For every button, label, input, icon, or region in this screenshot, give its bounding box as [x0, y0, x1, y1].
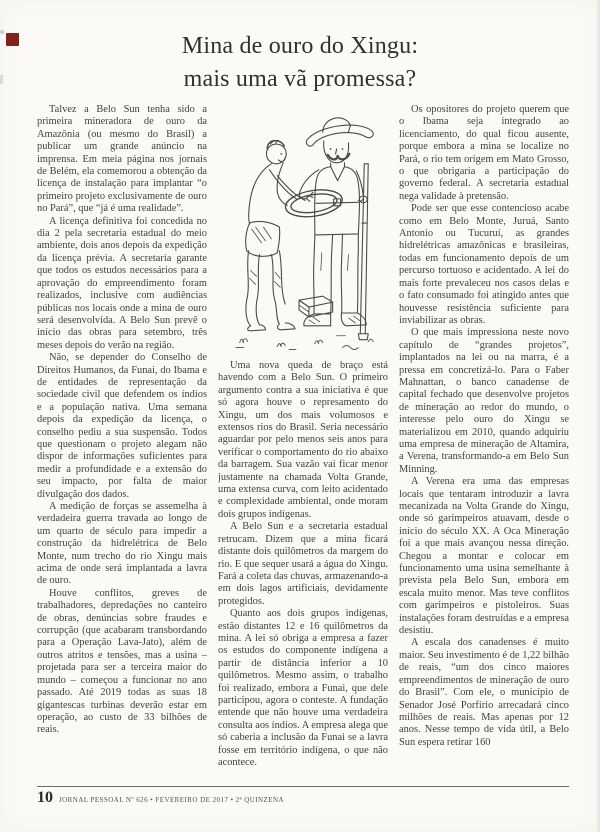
article-paragraph: A Belo Sun e a secretaria estadual retrucam. Dizem que a mina ficará distante dois quilômetros da margem do rio. E que sequer usará a água do Xingu. Fará a coleta das chuvas, armazenando-a em dois lagos artificiais, devidamente protegidos. [218, 521, 388, 607]
article-title-line2: mais uma vã promessa? [183, 66, 417, 92]
article-paragraph: Houve conflitos, greves de trabalhadores, depredações no canteiro de obras, denúncias sobre fraudes e corrupção (que acabaram transbordando para a Operação Lava-Jato), além de outros atritos e tensões, mas a usina – projetada para ser a terceira maior do mundo – começou a funcionar no ano passado. Até 2019 todas as suas 18 gigantescas turbinas deverão estar em operação, ao custo de 33 bilhões de reais. [37, 587, 207, 736]
column-1 [37, 104, 207, 786]
article-body [37, 104, 569, 786]
article-paragraph: A licença definitiva foi concedida no dia 2 pela secretaria estadual do meio ambiente, dois anos depois da expedição da licença prévia. A secretaria garante que todos os estudos necessários para a aprovação do empreendimento foram realizados, inclusive com audiências públicas nos locais onde a mina de ouro será desenvolvida. A Belo Sun prevê o início das obras para setembro, três meses depois do verão na região. [37, 215, 207, 351]
article-paragraph: Quanto aos dois grupos indígenas, estão distantes 12 e 16 quilômetros da mina. A lei só obriga a empresa a fazer os estudos do componente indígena a partir de distância inferior a 10 quilômetros. Mesmo assim, o trabalho foi realizado, embora a Funai, que dele participou, agora o conteste. A fundação entende que não houve uma verdadeira consulta aos índios. A empresa alega que só caberia a inclusão da Funai se a lavra fosse em território indígena, o que não acontece. [218, 608, 388, 768]
article-paragraph: Os opositores do projeto querem que o Ibama seja integrado ao licenciamento, do qual ficou ausente, porque embora a mina se localize no Pará, o rio tem origem em Mato Grosso, o que obrigaria a participação do governo federal. A secretaria estadual nega validade à pretensão. [399, 104, 569, 202]
article-paragraph: Talvez a Belo Sun tenha sido a primeira mineradora de ouro da Amazônia (ou mesmo do Brasil) a publicar um grande anúncio na imprensa. Em meia página nos jornais de Belém, ela comemorou a obtenção da licença de instalação para implantar “o primeiro projeto exclusivamente de ouro no Pará”, que “já é uma realidade”. [37, 104, 207, 215]
article-paragraph: Pode ser que esse contencioso acabe como em Belo Monte, Juruá, Santo Antonio ou Tucuruí, as grandes hidrelétricas amazônicas e brasileiras, todas em funcionamento depois de um percurso tortuoso e acidentado. A lei do mais forte prevaleceu nos casos delas e o fato consumado foi atingido antes que houvesse resistência suficiente para inviabilizar as obras. [399, 203, 569, 326]
article-paragraph: A Verena era uma das empresas locais que tentaram introduzir a lavra mecanizada na Volta Grande do Xingu, onde só garimpeiros atuavam, desde o início do século XX. A Oca Mineração foi a que mais avançou nessa direção. Chegou a montar e colocar em funcionamento uma usina semelhante à prevista pela Belo Sun, embora em escala muito menor. Mas teve conflitos com garimpeiros e pistoleiros. Suas instalações foram destruídas e a empresa desistiu. [399, 476, 569, 637]
column-2 [218, 104, 388, 786]
article-paragraph: Não, se depender do Conselho de Direitos Humanos, da Funai, do Ibama e de entidades de representação da sociedade civil que defendem os índios e a população nativa. Uma semana depois da expedição da licença, o conselho pediu a sua suspensão. Todos que questionam o projeto alegam não dispor de informações suficientes para medir a profundidade e a extensão do seu impacto, por falta de maior divulgação dos dados. [37, 352, 207, 500]
issue-info: JORNAL PESSOAL Nº 626 • FEVEREIRO DE 2017 • 2ª QUINZENA [59, 796, 284, 804]
page-footer [37, 786, 569, 806]
article-paragraph: A medição de forças se assemelha à verdadeira guerra travada ao longo de um quarto de século para impedir a construção da hidrelétrica de Belo Monte, num trecho do rio Xingu mais acima de onde será implantada a lavra de ouro. [37, 501, 207, 587]
column-3 [399, 104, 569, 786]
article-paragraph: Uma nova queda de braço está havendo com a Belo Sun. O primeiro argumento contra a sua iniciativa é que só agora houve o represamento do Xingu, um dos mais volumosos e extensos rios do Brasil. Seria necessário aguardar por pelo menos seis anos para verificar o comportamento do rio abaixo da barragem. Sua vazão vai ficar menor justamente na chamada Volta Grande, uma extensa curva, com leito acidentado e complexidade ambiental, onde moram dois grupos indígenas. [218, 360, 388, 520]
article-title [0, 30, 600, 96]
article-paragraph: A escala dos canadenses é muito maior. Seu investimento é de 1,22 bilhão de reais, “um dos cinco maiores empreendimentos de mineração de ouro do Brasil”. Com ele, o município de Senador José Porfírio arrecadará cinco milhões de reais. Mas apenas por 12 anos. Nesse tempo de vida útil, a Belo Sun espera retirar 160 [399, 637, 569, 748]
gold-panning-illustration [218, 104, 388, 354]
article-paragraph: O que mais impressiona neste novo capítulo de “grandes projetos”, implantados na lei ou na marra, é a pressa em concretizá-lo. Para o Faber Mahnattan, o banco canadense de capital fechado que desenvolve projetos de mineração ao redor do mundo, o interesse pelo ouro do Xingu se materializou em 2010, quando adquiriu uma empresa de mineração de Altamira, a Verena, transformando-a em Belo Sun Minning. [399, 327, 569, 475]
article-title-line1: Mina de ouro do Xingu: [181, 33, 419, 59]
page-number: 10 [37, 789, 53, 806]
